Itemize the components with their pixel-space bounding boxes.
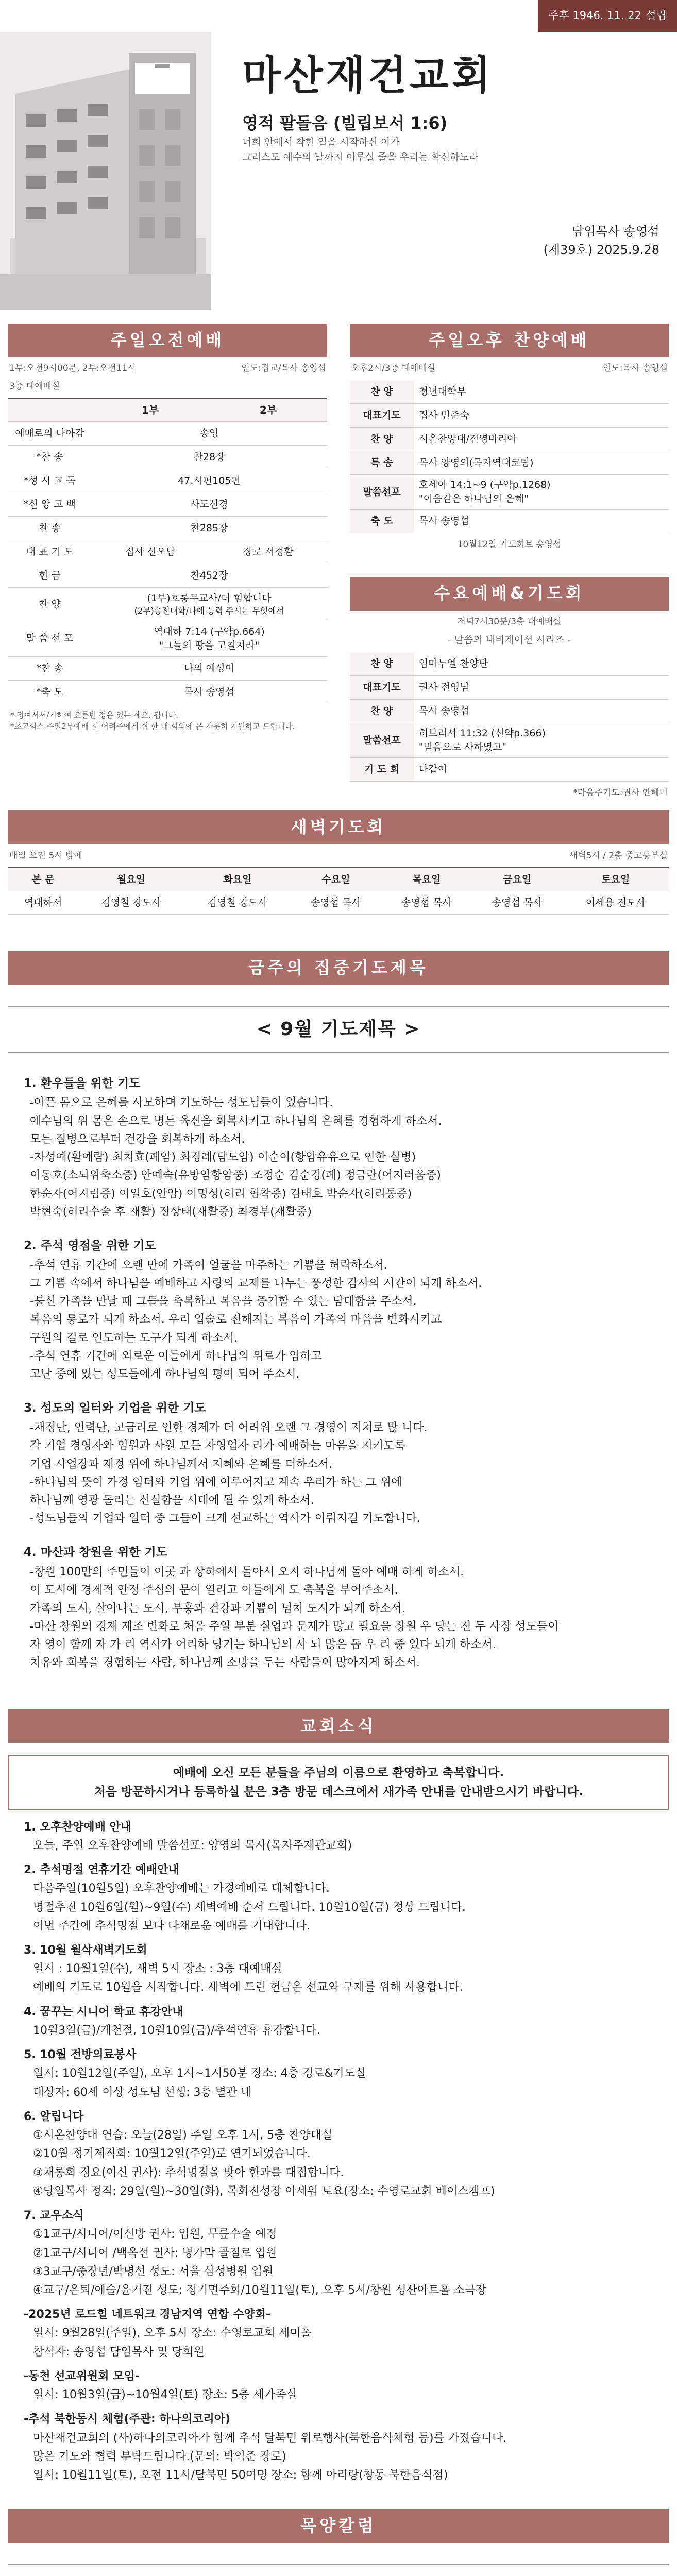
topic-item: -불신 가족을 만날 때 그들을 축복하고 복음을 증거할 수 있는 담대함을 주소서.	[30, 1295, 417, 1309]
topic-group-title: 4. 마산과 창원을 위한 기도	[24, 1546, 167, 1560]
order-value-line: (1부)호롱무교사/더 힘합니다	[147, 592, 272, 604]
worship-place-note	[8, 380, 327, 398]
order-value: 송영	[91, 422, 327, 446]
praise-footnote	[350, 533, 669, 556]
news-heading: 4. 꿈꾸는 시니어 학교 휴강안내	[24, 2005, 183, 2019]
order-label: 대표기도	[350, 676, 414, 700]
order-value: 장로 서정환	[209, 540, 327, 564]
order-label: *축 도	[8, 680, 91, 704]
topic-item: 자 영이 함께 자 가 리 역사가 어리하 당기는 하나님의 사 되 많은 돕 우 리 중 있다 되게 하소서.	[30, 1638, 496, 1652]
praise-leader: 인도:목사 송영섭	[602, 363, 668, 374]
table-row	[350, 652, 669, 676]
praise-time: 오후2시/3층 대예배실	[351, 363, 436, 374]
order-value-line: "그들의 땅을 고칠지라"	[159, 639, 260, 651]
table-row	[350, 676, 669, 700]
topic-item: -창원 100만의 주민들이 이곳 과 상하에서 돌아서 오지 하나님께 돌아 예배 하게 하소서.	[30, 1566, 464, 1579]
pastor-block	[242, 222, 670, 259]
praise-note	[350, 357, 669, 380]
order-label: 대 표 기 도	[8, 540, 91, 564]
order-value-line: "믿음으로 사하였고"	[418, 741, 507, 753]
church-news-section	[0, 1709, 677, 2484]
news-heading: -추석 북한동시 체험(주관: 하나의코리아)	[24, 2413, 231, 2426]
topic-item: 고난 중에 있는 성도들에게 하나님의 평이 되어 주소서.	[30, 1368, 300, 1381]
topic-item: 예수님의 위 몸은 손으로 병든 육신을 회복시키고 하나님의 은혜를 경험하게 하소서.	[30, 1114, 442, 1128]
col-header: 토요일	[563, 868, 669, 891]
order-label: 축 도	[350, 510, 414, 533]
news-line: ①시온찬양대 연습: 오늘(28일) 주일 오후 1시, 5층 찬양대실	[33, 2129, 333, 2142]
motto-line: 너희 안에서 착한 일을 시작하신 이가	[242, 137, 400, 148]
topic-item: 구원의 길로 인도하는 도구가 되게 하소서.	[30, 1331, 238, 1345]
order-value	[91, 621, 327, 656]
order-label: 찬 양	[350, 428, 414, 451]
order-value-line: "이음같은 하나님의 은혜"	[418, 493, 529, 505]
dawn-time: 매일 오전 5시 방에	[9, 850, 82, 861]
order-value: 목사 양영의(목자역대코팀)	[414, 451, 669, 475]
issue-number: (제39호) 2025.9.28	[543, 243, 659, 258]
topic-item: -추석 연휴 기간에 외로운 이들에게 하나님의 위로가 임하고	[30, 1349, 322, 1363]
order-value: 찬452장	[91, 564, 327, 588]
news-line: 10월3일(금)/개천절, 10월10일(금)/추석연휴 휴강합니다.	[33, 2024, 320, 2037]
order-label: 찬 송	[8, 517, 91, 540]
motto-title: 영적 팔돌음 (빌립보서 1:6)	[242, 113, 448, 133]
table-row	[8, 891, 669, 915]
series-subtitle: - 말씀의 내비게이션 시리즈 -	[447, 634, 571, 646]
order-label: 헌 금	[8, 564, 91, 588]
order-value: 다같이	[414, 758, 669, 782]
order-value: 권사 전영님	[414, 676, 669, 700]
news-line: 일시 : 10월1일(수), 새벽 5시 장소 : 3층 대예배실	[33, 1962, 282, 1976]
topic-item: -아픈 몸으로 은혜를 사모하며 기도하는 성도님들이 있습니다.	[30, 1096, 333, 1110]
table-row	[350, 510, 669, 533]
news-line: ③채롱회 정요(이신 권사): 추석명절을 맞아 한과를 대접합니다.	[33, 2166, 344, 2179]
order-label: *신 앙 고 백	[8, 493, 91, 517]
dawn-prayer-table	[8, 867, 669, 916]
topic-item: -마산 창원의 경제 재조 변화로 처음 주일 부분 실업과 문제가 많고 필요을 장원 우 당는 전 두 사장 성도들이	[30, 1620, 559, 1633]
order-value: 시온찬양대/전영마리아	[414, 428, 669, 451]
church-info	[242, 42, 670, 259]
pastoral-column-title: 목양칼럼	[8, 2509, 669, 2543]
topic-item: 기업 사업장과 재정 위에 하나님께서 지혜와 은혜를 더하소서.	[30, 1458, 333, 1471]
church-name: 마산재건교회	[242, 53, 494, 99]
church-news-title: 교회소식	[8, 1709, 669, 1743]
order-value: 목사 송영섭	[414, 700, 669, 723]
afternoon-column	[350, 324, 669, 804]
order-value-line: (2부)송전대학/나에 능력 주시는 무엇에서	[134, 606, 284, 616]
news-line: 일시: 10월3일(금)~10월4일(토) 장소: 5층 세가족실	[33, 2388, 297, 2402]
order-label: 찬 양	[350, 652, 414, 676]
prayer-topics-heading: < 9월 기도제목 >	[8, 1006, 669, 1053]
news-line: ①1교구/시니어/이신방 권사: 입원, 무릎수술 예정	[33, 2228, 277, 2241]
worship-leader: 인도:집교/목사 송영섭	[241, 363, 326, 374]
table-row	[8, 422, 327, 446]
worship-order-table	[8, 398, 327, 704]
col-header: 화요일	[184, 868, 291, 891]
news-line: ③3교구/중장년/박명선 성도: 서울 삼성병원 입원	[33, 2265, 274, 2278]
news-line: 다음주일(10월5일) 오후찬양예배는 가정예배로 대체합니다.	[33, 1882, 330, 1895]
notice-line: 예배에 오신 모든 분들을 주님의 이름으로 환영하고 축복합니다.	[173, 1766, 504, 1780]
order-value: 찬285장	[91, 517, 327, 540]
wednesday-footnote	[350, 782, 669, 804]
news-heading: 5. 10월 전방의료봉사	[24, 2048, 137, 2062]
topic-item: 가족의 도시, 살아나는 도시, 부흥과 건강과 기쁨이 넘치 도시가 되게 하소서.	[30, 1602, 405, 1615]
table-row	[8, 564, 327, 588]
order-value: 집사 신오남	[91, 540, 209, 564]
col-header: 2부	[209, 398, 327, 422]
order-label: *성 시 교 독	[8, 469, 91, 493]
table-cell: 김영철 강도사	[78, 891, 184, 915]
news-line: 참석자: 송영섭 담임목사 및 당회원	[33, 2345, 205, 2359]
top-strip	[0, 0, 677, 32]
worship-place: 3층 대예배실	[9, 381, 60, 392]
order-value: 집사 민준숙	[414, 404, 669, 428]
morning-worship-column	[8, 324, 327, 804]
news-line: 일시: 9월28일(주일), 오후 5시 장소: 수영로교회 세미홀	[33, 2327, 312, 2340]
welcome-notice	[8, 1755, 669, 1810]
topic-item: -추석 연휴 기간에 오랜 만에 가족이 얼굴을 마주하는 기쁨을 허락하소서.	[30, 1259, 388, 1272]
topic-item: 한순자(어지럼증) 이일호(안암) 이명성(허리 협착증) 김태호 박순자(허리통증)	[30, 1187, 412, 1200]
worship-note	[8, 357, 327, 380]
table-cell: 송영섭 목사	[381, 891, 472, 915]
order-label: 찬 양	[350, 380, 414, 404]
news-heading: -동천 선교위원회 모임-	[24, 2369, 140, 2383]
topic-group-title: 3. 성도의 일터와 기업을 위한 기도	[24, 1401, 206, 1415]
table-row	[8, 680, 327, 704]
motto-line: 그리스도 예수의 날까지 이루실 줄을 우리는 확신하노라	[242, 151, 479, 163]
column-heading	[8, 2564, 669, 2576]
col-header: 목요일	[381, 868, 472, 891]
founding-tag	[538, 0, 677, 32]
church-building-photo	[0, 32, 211, 310]
pastor-name: 담임목사 송영섭	[572, 224, 659, 239]
news-line: 일시: 10월12일(주일), 오후 1시~1시50분 장소: 4층 경로&기도실	[33, 2067, 366, 2080]
worship-footnotes	[8, 704, 327, 738]
order-value: 찬28장	[91, 446, 327, 469]
order-value	[414, 723, 669, 758]
news-line: 명절추진 10월6일(월)~9일(수) 새벽예배 순서 드립니다. 10월10일(금) 정상 드립니다.	[33, 1901, 466, 1914]
order-label: 예배로의 나아감	[8, 422, 91, 446]
table-row	[350, 758, 669, 782]
table-row	[350, 451, 669, 475]
prayer-topics-section	[0, 951, 677, 1678]
news-heading: -2025년 로드힐 네트워크 경남지역 연합 수양회-	[24, 2308, 271, 2321]
news-line: 이번 주간에 추석명절 보다 다채로운 예배를 기대합니다.	[33, 1919, 310, 1933]
table-cell: 이세용 전도사	[563, 891, 669, 915]
news-heading: 1. 오후찬양예배 안내	[24, 1820, 131, 1834]
news-line: ④당일목사 정직: 29일(월)~30일(화), 목회전성장 아세워 토요(장소: 수영로교회 베이스캠프)	[33, 2184, 495, 2198]
wednesday-note	[350, 611, 669, 633]
table-cell: 송영섭 목사	[472, 891, 563, 915]
footnote: *다음주기도:권사 안혜미	[573, 788, 668, 799]
table-header	[8, 868, 669, 891]
col-header: 본 문	[8, 868, 78, 891]
wednesday-time: 저녁7시30분/3층 대예배실	[457, 616, 562, 627]
table-row	[8, 517, 327, 540]
order-label: 찬 양	[350, 700, 414, 723]
topic-item: -자성예(활예람) 최치효(폐암) 최경례(담도암) 이순이(항암유유으로 인한 실병)	[30, 1151, 416, 1164]
table-cell: 역대하서	[8, 891, 78, 915]
table-row	[350, 723, 669, 758]
order-label: 말씀선포	[350, 475, 414, 510]
topic-item: 모든 질병으로부터 건강을 회복하게 하소서.	[30, 1132, 245, 1146]
news-heading: 2. 추석명절 연휴기간 예배안내	[24, 1863, 179, 1877]
order-value: 사도신경	[91, 493, 327, 517]
table-row	[8, 588, 327, 621]
news-line: 일시: 10월11일(토), 오전 11시/탈북민 50여명 장소: 함께 아리랑(창동 북한음식점)	[33, 2469, 448, 2482]
footnote: 10월12일 기도회보 송영섭	[457, 539, 562, 550]
order-value: 청년대학부	[414, 380, 669, 404]
table-header	[8, 398, 327, 422]
table-row	[350, 700, 669, 723]
order-value-line: 히브리서 11:32 (신약p.366)	[418, 727, 546, 739]
pastoral-column-section	[0, 2509, 677, 2576]
topic-item: 치유와 회복을 경험하는 사람, 하나님께 소망을 두는 사람들이 많아지게 하소서.	[30, 1656, 420, 1670]
dawn-prayer-note	[8, 844, 669, 867]
order-value: 목사 송영섭	[414, 510, 669, 533]
table-row	[8, 656, 327, 680]
dawn-prayer-title: 새벽기도회	[8, 810, 669, 844]
footnote: *초교회스 주일2부예배 시 어려주에게 쉬 한 대 회의에 온 자분히 지원하고 드립니다.	[10, 722, 295, 732]
col-header	[8, 398, 91, 422]
news-line: 대상자: 60세 이상 성도님 선생: 3층 별관 내	[33, 2086, 252, 2099]
news-heading: 6. 알립니다	[24, 2110, 84, 2123]
news-line: ②1교구/시니어 /백옥선 권사: 병가막 골절로 입원	[33, 2246, 277, 2260]
worship-time: 1부:오전9시00분, 2부:오전11시	[9, 363, 136, 374]
order-label: 말씀선포	[350, 723, 414, 758]
table-row	[8, 469, 327, 493]
topic-item: -하나님의 뜻이 가정 임터와 기업 위에 이루어지고 계속 우리가 하는 그 위에	[30, 1476, 402, 1489]
wednesday-title: 수요예배&기도회	[350, 577, 669, 610]
news-line: 오늘, 주일 오후찬양예배 말씀선포: 양영의 목사(목자주제관교회)	[33, 1839, 352, 1852]
founding-label: 설립	[646, 9, 667, 22]
news-list	[8, 1819, 669, 2484]
news-line: 마산재건교회의 (사)하나의코리아가 함께 추석 탈북민 위로행사(북한음식체험 등)를 가졌습니다.	[33, 2431, 507, 2445]
order-value	[91, 588, 327, 621]
topic-group-title: 1. 환우들을 위한 기도	[24, 1076, 141, 1090]
wednesday-subtitle	[350, 633, 669, 652]
order-label: *찬 송	[8, 446, 91, 469]
table-row	[8, 540, 327, 564]
news-heading: 3. 10월 월삭새벽기도회	[24, 1943, 147, 1957]
wednesday-order-table	[350, 652, 669, 782]
col-header: 수요일	[291, 868, 381, 891]
table-row	[8, 621, 327, 656]
order-value	[414, 475, 669, 510]
order-value: 47.시편105편	[91, 469, 327, 493]
topic-item: 하나님께 영광 돌리는 신실함을 시대에 될 수 있게 하소서.	[30, 1494, 314, 1507]
order-value: 나의 예성이	[91, 656, 327, 680]
table-row	[350, 428, 669, 451]
table-row	[8, 446, 327, 469]
topic-item: 이동호(소뇌위축소증) 안예숙(유방암항암중) 조정순 김순경(폐) 정금란(어지러움증)	[30, 1169, 441, 1182]
order-value: 임마누엘 찬양단	[414, 652, 669, 676]
praise-order-table	[350, 380, 669, 533]
topic-item: -채정난, 인력난, 고금리로 인한 경제가 더 어려워 오랜 그 경영이 지쳐로 많 니다.	[30, 1421, 428, 1435]
news-line: 많은 기도와 협력 부탁드립니다.(문의: 박익준 장로)	[33, 2450, 286, 2463]
prayer-topics-title: 금주의 집중기도제목	[8, 951, 669, 985]
topic-item: -성도님들의 기업과 일터 중 그들이 크게 선교하는 역사가 이뤄지길 기도합니다.	[30, 1512, 420, 1526]
topic-group-title: 2. 주석 영점을 위한 기도	[24, 1239, 156, 1253]
footnote: * 정여서서/기하여 요른빈 정은 있는 세요. 됩니다.	[10, 710, 179, 720]
order-label: 대표기도	[350, 404, 414, 428]
table-row	[8, 493, 327, 517]
order-label: 말 씀 선 포	[8, 621, 91, 656]
order-value-line: 호세아 14:1~9 (구약p.1268)	[418, 479, 551, 491]
table-row	[350, 380, 669, 404]
morning-worship-title: 주일오전예배	[8, 324, 327, 357]
order-value-line: 역대하 7:14 (구약p.664)	[154, 625, 265, 637]
topic-item: 각 기업 경영자와 임원과 사원 모든 자영업자 리가 예배하는 마음을 지키도록	[30, 1439, 405, 1453]
order-label: *찬 송	[8, 656, 91, 680]
topic-item: 이 도시에 경제적 안정 주심의 문이 열리고 이들에게 도 축복을 부어주소서.	[30, 1584, 398, 1597]
topic-item: 박현숙(허리수술 후 재활) 정상태(재활중) 최경부(재활중)	[30, 1205, 312, 1218]
news-line: ④교구/은퇴/예술/윤거진 성도: 정기면주회/10월11일(토), 오후 5시/창원 성산아트홀 소극장	[33, 2283, 487, 2297]
order-label: 기 도 회	[350, 758, 414, 782]
table-cell: 송영섭 목사	[291, 891, 381, 915]
order-value: 목사 송영섭	[91, 680, 327, 704]
praise-worship-title: 주일오후 찬양예배	[350, 324, 669, 357]
news-heading: 7. 교우소식	[24, 2209, 84, 2223]
worship-columns	[0, 324, 677, 804]
order-label: 찬 양	[8, 588, 91, 621]
table-cell: 김영철 강도사	[184, 891, 291, 915]
col-header: 1부	[91, 398, 209, 422]
dawn-place: 새벽5시 / 2층 중고등부실	[569, 850, 668, 861]
col-header: 월요일	[78, 868, 184, 891]
header	[0, 32, 677, 320]
news-line: ②10월 정기제직회: 10월12일(주일)로 연기되었습니다.	[33, 2147, 311, 2161]
dawn-prayer-section	[0, 810, 677, 915]
table-row	[350, 404, 669, 428]
prayer-topics-list	[8, 1053, 669, 1679]
topic-item: 복음의 통로가 되게 하소서. 우리 입술로 전해지는 복음이 가족의 마음을 변화시키고	[30, 1313, 442, 1327]
notice-line: 처음 방문하시거나 등록하실 분은 3층 방문 데스크에서 새가족 안내를 안내받으시기 바랍니다.	[94, 1785, 583, 1799]
topic-item: 그 기쁨 속에서 하나님을 예배하고 사랑의 교제를 나누는 풍성한 감사의 시간이 되게 하소서.	[30, 1277, 482, 1291]
col-header: 금요일	[472, 868, 563, 891]
news-line: 예배의 기도로 10월을 시작합니다. 새벽에 드린 헌금은 선교와 구제를 위해 사용합니다.	[33, 1981, 463, 1994]
table-row	[350, 475, 669, 510]
founding-date: 주후 1946. 11. 22	[548, 9, 641, 22]
order-label: 특 송	[350, 451, 414, 475]
